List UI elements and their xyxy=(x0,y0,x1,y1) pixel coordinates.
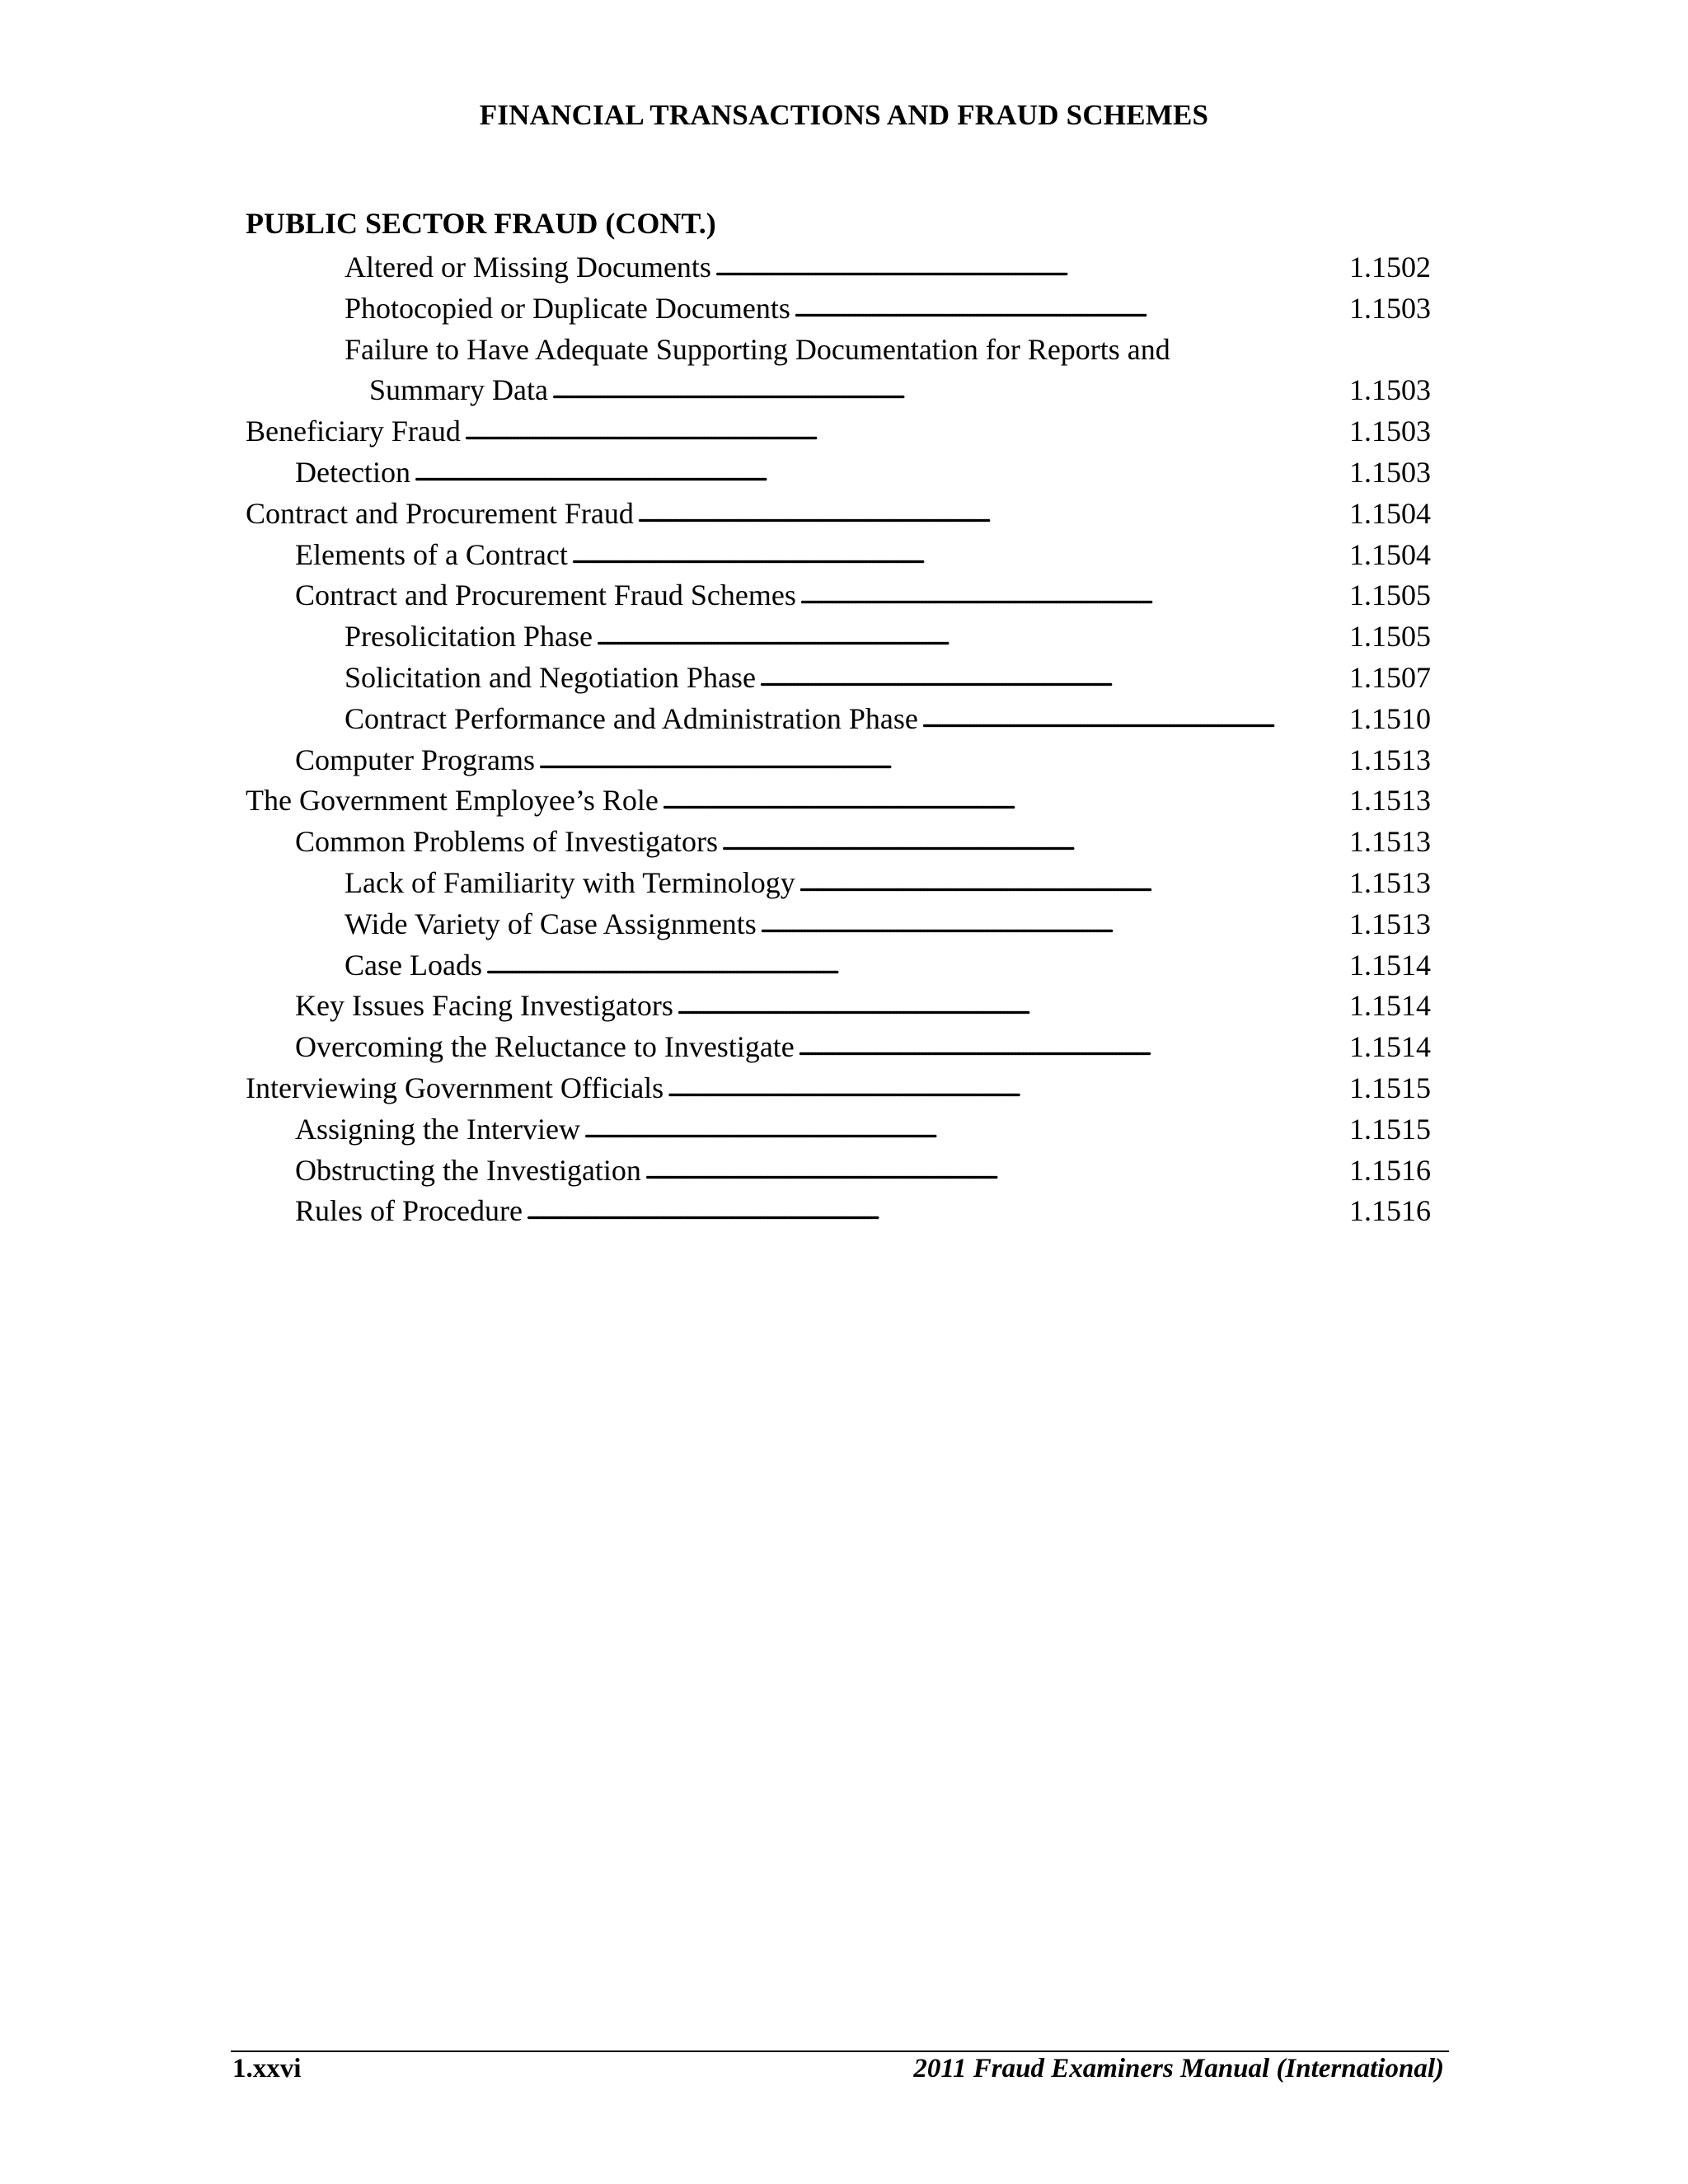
toc-entry-page: 1.1513 xyxy=(1349,825,1431,859)
toc-entry-page: 1.1513 xyxy=(1349,907,1431,940)
dot-leader xyxy=(721,822,1346,863)
toc-entry xyxy=(246,616,1431,658)
toc-entry-page: 1.1503 xyxy=(1349,373,1431,407)
footer-divider xyxy=(231,2050,1449,2052)
dot-leader xyxy=(759,658,1346,699)
toc-entry-page: 1.1504 xyxy=(1349,537,1431,571)
toc-entry-title: Case Loads xyxy=(345,948,482,982)
section-heading: PUBLIC SECTOR FRAUD (CONT.) xyxy=(246,207,716,240)
dot-leader xyxy=(799,575,1346,616)
dot-leader xyxy=(637,494,1346,535)
toc-entry-title: Interviewing Government Officials xyxy=(246,1071,664,1104)
toc-entry-page: 1.1514 xyxy=(1349,989,1431,1023)
toc-entry-title: Lack of Familiarity with Terminology xyxy=(345,865,795,899)
toc-entry-title: Overcoming the Reluctance to Investigate xyxy=(295,1030,795,1064)
toc-entry-page: 1.1513 xyxy=(1349,865,1431,899)
dot-leader xyxy=(798,1027,1346,1068)
toc-entry-title: Solicitation and Negotiation Phase xyxy=(345,660,756,694)
toc-entry-page: 1.1503 xyxy=(1349,291,1431,325)
toc-entry xyxy=(246,411,1431,452)
toc-entry xyxy=(246,945,1431,987)
toc-entry-title: Altered or Missing Documents xyxy=(345,251,711,284)
dot-leader xyxy=(551,370,1346,411)
toc-entry xyxy=(246,1151,1431,1192)
dot-leader xyxy=(414,452,1346,494)
toc-entry-title: Key Issues Facing Investigators xyxy=(295,989,673,1023)
toc-entry-title: Obstructing the Investigation xyxy=(295,1153,641,1187)
dot-leader xyxy=(799,863,1346,904)
dot-leader xyxy=(667,1068,1346,1109)
toc-entry xyxy=(246,780,1431,822)
dot-leader xyxy=(571,535,1346,576)
dot-leader xyxy=(760,904,1346,945)
dot-leader xyxy=(794,288,1346,330)
toc-entry xyxy=(246,1109,1431,1151)
toc-entry xyxy=(246,330,1431,371)
toc-entry-title: Detection xyxy=(295,455,410,489)
dot-leader xyxy=(596,616,1346,658)
toc-entry-title: Failure to Have Adequate Supporting Documentation for Reports and xyxy=(345,332,1170,366)
toc-entry xyxy=(246,1027,1431,1068)
dot-leader xyxy=(584,1109,1346,1151)
toc-entry-title: Wide Variety of Case Assignments xyxy=(345,907,757,940)
toc-entry-title: Computer Programs xyxy=(295,743,535,776)
toc-entry-title: Contract Performance and Administration Phase xyxy=(345,701,918,735)
toc-entry-title: Contract and Procurement Fraud Schemes xyxy=(295,579,796,612)
toc-entry xyxy=(246,740,1431,781)
toc-entry xyxy=(246,1191,1431,1232)
toc-entry-page: 1.1515 xyxy=(1349,1112,1431,1146)
toc-entry-title-continuation: Summary Data xyxy=(369,373,548,407)
toc-entry-page: 1.1503 xyxy=(1349,415,1431,448)
toc-entry-title: The Government Employee’s Role xyxy=(246,784,659,818)
toc-entry xyxy=(246,535,1431,576)
toc-entry-page: 1.1516 xyxy=(1349,1194,1431,1228)
toc-entry-page: 1.1502 xyxy=(1349,251,1431,284)
footer-publication-title: 2011 Fraud Examiners Manual (International) xyxy=(913,2054,1444,2083)
toc-entry xyxy=(246,247,1431,288)
dot-leader xyxy=(662,780,1346,822)
toc-entry-title: Photocopied or Duplicate Documents xyxy=(345,291,790,325)
toc-entry-page: 1.1516 xyxy=(1349,1153,1431,1187)
toc-entry-page: 1.1515 xyxy=(1349,1071,1431,1104)
toc-entry-page: 1.1505 xyxy=(1349,620,1431,654)
dot-leader xyxy=(464,411,1346,452)
toc-entry xyxy=(246,904,1431,945)
toc-entry-title: Elements of a Contract xyxy=(295,537,568,571)
dot-leader xyxy=(715,247,1346,288)
toc-entry-title: Beneficiary Fraud xyxy=(246,415,461,448)
toc-entry-page: 1.1503 xyxy=(1349,455,1431,489)
dot-leader xyxy=(921,699,1346,740)
toc-entry xyxy=(246,699,1431,740)
dot-leader xyxy=(677,986,1346,1027)
toc-entry-page: 1.1510 xyxy=(1349,701,1431,735)
toc-entry-title: Assigning the Interview xyxy=(295,1112,580,1146)
toc-entry xyxy=(246,288,1431,330)
toc-entry xyxy=(246,494,1431,535)
dot-leader xyxy=(485,945,1346,987)
toc-entry-title: Rules of Procedure xyxy=(295,1194,523,1228)
toc-entry-page: 1.1513 xyxy=(1349,784,1431,818)
toc-entry-title: Common Problems of Investigators xyxy=(295,825,718,859)
toc-entry-page: 1.1514 xyxy=(1349,1030,1431,1064)
table-of-contents xyxy=(246,247,1431,1232)
toc-entry xyxy=(246,452,1431,494)
toc-entry-title: Presolicitation Phase xyxy=(345,620,593,654)
page-title: FINANCIAL TRANSACTIONS AND FRAUD SCHEMES xyxy=(479,99,1209,131)
toc-entry xyxy=(246,658,1431,699)
dot-leader xyxy=(538,740,1346,781)
dot-leader xyxy=(645,1151,1346,1192)
toc-entry-page: 1.1514 xyxy=(1349,948,1431,982)
toc-entry xyxy=(246,575,1431,616)
toc-entry-page: 1.1504 xyxy=(1349,496,1431,530)
toc-entry-page: 1.1513 xyxy=(1349,743,1431,776)
toc-entry xyxy=(246,822,1431,863)
toc-entry-page: 1.1505 xyxy=(1349,579,1431,612)
toc-entry-continuation xyxy=(246,370,1431,411)
toc-entry-title: Contract and Procurement Fraud xyxy=(246,496,634,530)
toc-entry-page: 1.1507 xyxy=(1349,660,1431,694)
toc-entry xyxy=(246,986,1431,1027)
footer-page-number: 1.xxvi xyxy=(232,2054,302,2083)
toc-entry xyxy=(246,1068,1431,1109)
toc-entry xyxy=(246,863,1431,904)
dot-leader xyxy=(526,1191,1346,1232)
